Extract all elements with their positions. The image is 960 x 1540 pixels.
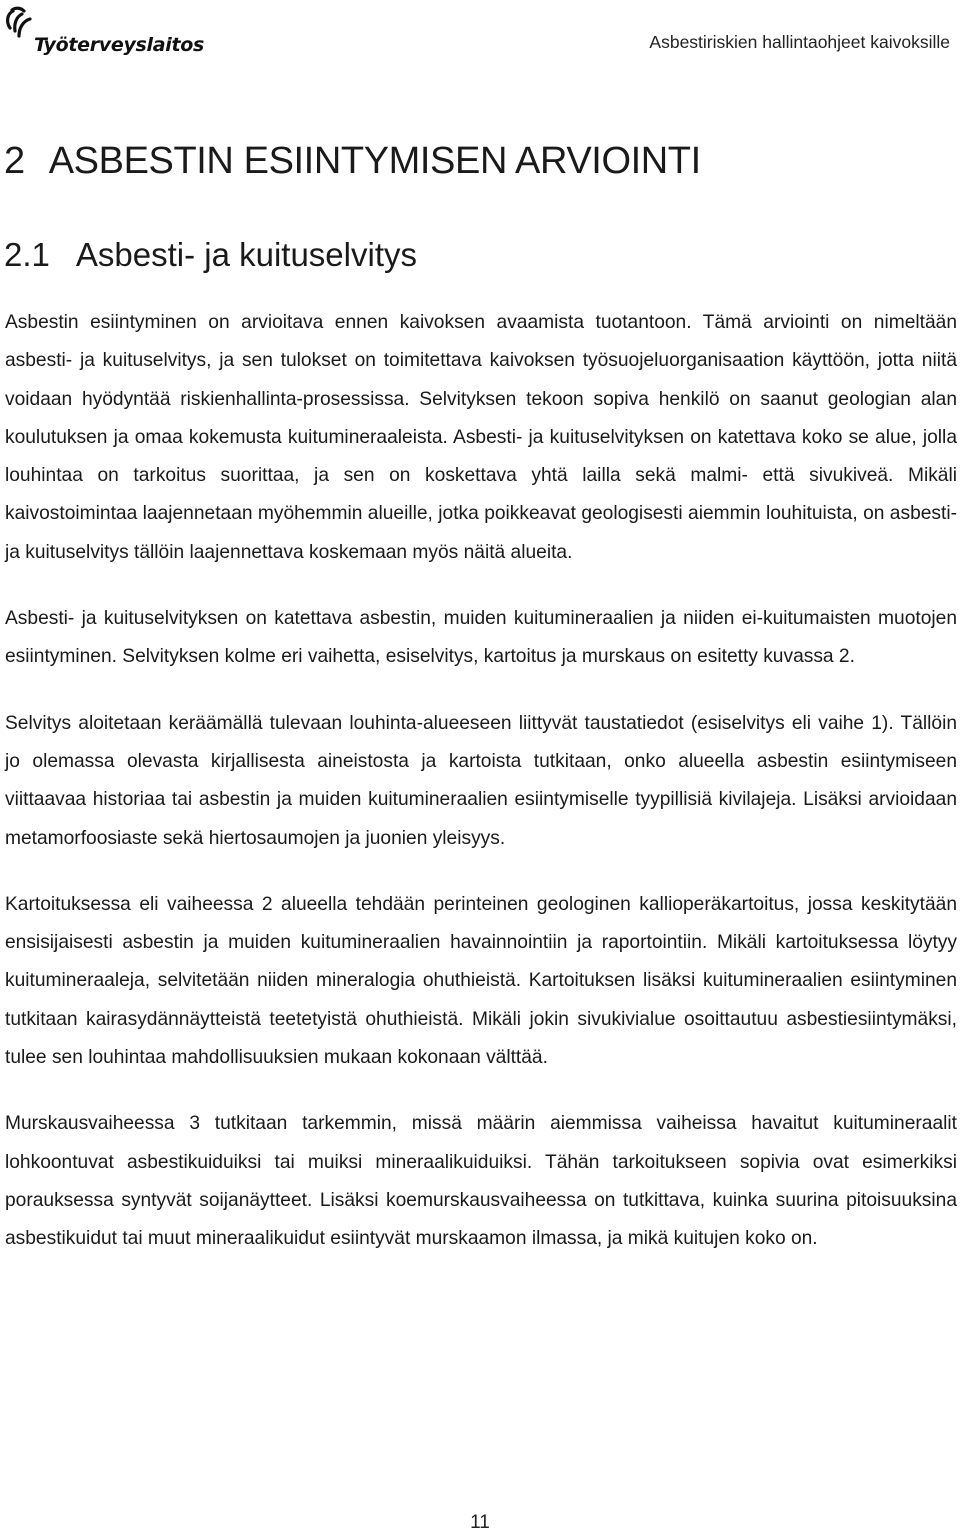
section-title: Asbesti- ja kuituselvitys — [75, 236, 417, 273]
page-header — [0, 0, 960, 70]
section-heading — [4, 236, 417, 274]
body-text — [5, 304, 957, 1287]
ttl-swirl-logo-icon — [4, 6, 34, 58]
chapter-heading — [4, 140, 701, 183]
paragraph: Asbesti- ja kuituselvityksen on katettava asbestin, muiden kuitumineraalien ja niiden ei-kuitumaisten muotojen esiintyminen. Selvityksen kolme eri vaihetta, esiselvitys, kartoitus ja murskaus on esitetty kuvassa 2. — [5, 608, 957, 668]
page-number: 11 — [470, 1512, 490, 1533]
document-title: Asbestiriskien hallintaohjeet kaivoksille — [649, 32, 950, 52]
chapter-title: ASBESTIN ESIINTYMISEN ARVIOINTI — [48, 140, 701, 182]
organization-logo — [4, 6, 205, 58]
chapter-number: 2 — [4, 140, 25, 182]
paragraph: Selvitys aloitetaan keräämällä tulevaan louhinta-alueeseen liittyvät taustatiedot (esiselvitys eli vaihe 1). Tällöin jo olemassa olevasta kirjallisesta aineistosta ja kartoista tutkitaan, onko alueella asbestin esiintymiseen viittaavaa historiaa tai asbestin ja muiden kuitumineraalien esiintymiselle tyypillisiä kivilajeja. Lisäksi arvioidaan metamorfoosiaste sekä hiertosaumojen ja juonien yleisyys. — [5, 712, 957, 849]
logo-wordmark: Työterveyslaitos — [34, 34, 205, 56]
section-number: 2.1 — [4, 236, 50, 273]
paragraph: Asbestin esiintyminen on arvioitava ennen kaivoksen avaamista tuotantoon. Tämä arviointi on nimeltään asbesti- ja kuituselvitys, ja sen tulokset on toimitettava kaivoksen työsuojeluorganisaation käyttöön, jotta niitä voidaan hyödyntää riskienhallinta-prosessissa. Selvityksen tekoon sopiva henkilö on saanut geologian alan koulutuksen ja omaa kokemusta kuitumineraaleista. Asbesti- ja kuituselvityksen on katettava koko se alue, jolla louhintaa on tarkoitus suorittaa, ja sen on koskettava yhtä lailla sekä malmi- että sivukiveä. Mikäli kaivostoimintaa laajennetaan myöhemmin alueille, jotka poikkeavat geologisesti aiemmin louhituista, on asbesti- ja kuituselvitys tällöin laajennettava koskemaan myös näitä alueita. — [5, 312, 957, 563]
paragraph: Murskausvaiheessa 3 tutkitaan tarkemmin, missä määrin aiemmissa vaiheissa havaitut kuitumineraalit lohkoontuvat asbestikuiduiksi tai muiksi mineraalikuiduiksi. Tähän tarkoitukseen sopivia ovat esimerkiksi porauksessa syntyvät soijanäytteet. Lisäksi koemurskausvaiheessa on tutkittava, kuinka suurina pitoisuuksina asbestikuidut tai muut mineraalikuidut esiintyvät murskaamon ilmassa, ja mikä kuitujen koko on. — [5, 1113, 957, 1250]
paragraph: Kartoituksessa eli vaiheessa 2 alueella tehdään perinteinen geologinen kallioperäkartoitus, jossa keskitytään ensisijaisesti asbestin ja muiden kuitumineraalien havainnointiin ja raportointiin. Mikäli kartoituksessa löytyy kuitumineraaleja, selvitetään niiden mineralogia ohuthieistä. Kartoituksen lisäksi kuitumineraalien esiintyminen tutkitaan kairasydännäytteistä teetetyistä ohuthieistä. Mikäli jokin sivukivialue osoittautuu asbestiesiintymäksi, tulee sen louhintaa mahdollisuuksien mukaan kokonaan välttää. — [5, 893, 957, 1069]
